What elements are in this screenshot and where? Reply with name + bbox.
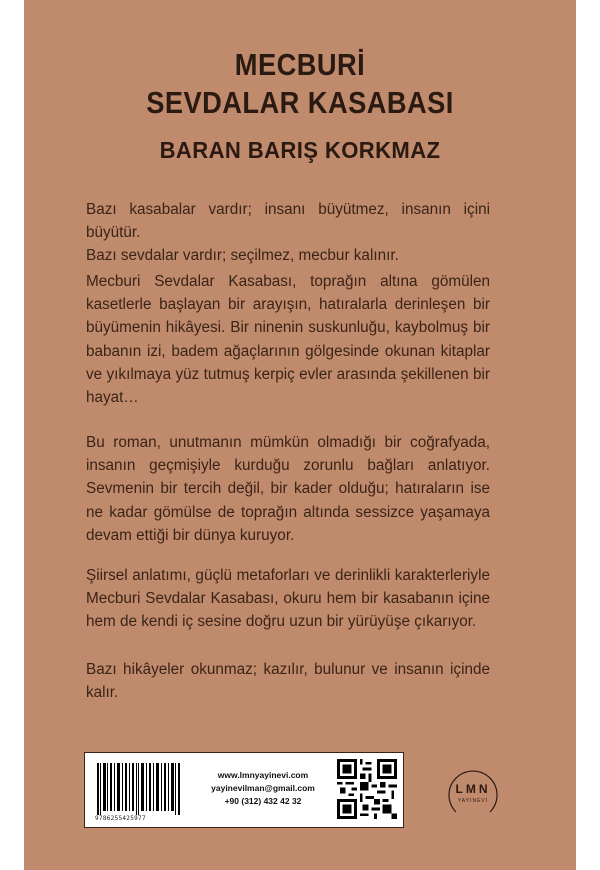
publisher-contact <box>193 769 333 808</box>
blurb-paragraph-5 <box>86 658 490 704</box>
logo-subtext: YAYINEVİ <box>457 798 489 804</box>
blurb-text: Şiirsel anlatımı, güçlü metaforları ve derinlikli karakterleriyle Mecburi Sevdalar Kasabası, okuru hem bir kasabanın içine hem de kendi iç sesine doğru uzun bir yürüyüşe çıkarıyor. <box>86 567 490 631</box>
book-title-line-1: MECBURİ <box>234 47 366 82</box>
qr-code-icon <box>337 759 397 819</box>
author-name: BARAN BARIŞ KORKMAZ <box>159 137 441 163</box>
blurb-line: Bazı kasabalar vardır; insanı büyütmez, insanın içini büyütür. <box>86 201 490 242</box>
publisher-info-box <box>84 752 404 828</box>
blurb-paragraph-3 <box>86 431 490 547</box>
isbn-number: 9786255425977 <box>95 815 146 822</box>
barcode-icon <box>95 761 181 817</box>
blurb-line: Bazı sevdalar vardır; seçilmez, mecbur kalınır. <box>86 247 399 265</box>
blurb-paragraph-1 <box>86 198 490 268</box>
publisher-email: yayinevilman@gmail.com <box>211 783 315 793</box>
blurb-text: Bazı hikâyeler okunmaz; kazılır, bulunur ve insanın içinde kalır. <box>86 661 490 702</box>
blurb-paragraph-4 <box>86 564 490 634</box>
book-title-line-2: SEVDALAR KASABASI <box>146 85 454 120</box>
blurb-paragraph-2 <box>86 270 490 409</box>
blurb-text: Mecburi Sevdalar Kasabası, toprağın altına gömülen kasetlerle başlayan bir arayışın, hatıralarla derinleşen bir büyümenin hikâyesi. Bir ninenin suskunluğu, kaybolmuş bir babanın izi, badem ağaçlarının gölgesinde okunan kitaplar ve yıkılmaya yüz tutmuş kerpiç evler arasında şekillenen bir hayat… <box>86 273 490 407</box>
logo-text: LMN <box>455 782 491 796</box>
publisher-logo <box>446 768 500 822</box>
publisher-phone: +90 (312) 432 42 32 <box>224 796 302 806</box>
publisher-website: www.lmnyayinevi.com <box>217 770 309 780</box>
blurb-text: Bu roman, unutmanın mümkün olmadığı bir coğrafyada, insanın geçmişiyle kurduğu zorunlu bağları anlatıyor. Sevmenin bir tercih değil, bir kader olduğu; hatıraların ise ne kadar gömülse de toprağın altında sessizce yaşamaya devam ettiği bir dünya kuruyor. <box>86 434 490 544</box>
